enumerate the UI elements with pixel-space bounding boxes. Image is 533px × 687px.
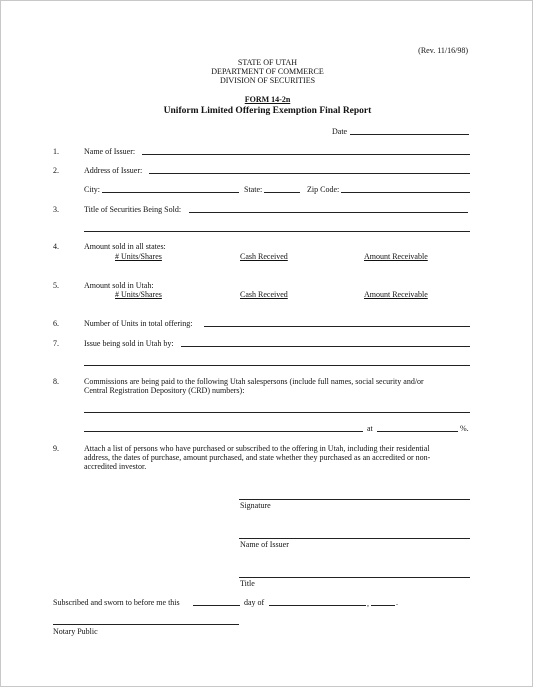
item-number-8: 8.	[53, 377, 59, 386]
percent-label: %.	[460, 424, 469, 433]
date-label: Date	[332, 127, 348, 136]
signature-field[interactable]	[239, 499, 470, 500]
units-shares-header-4: # Units/Shares	[115, 252, 162, 261]
month-field[interactable]	[269, 605, 366, 606]
form-title: Uniform Limited Offering Exemption Final Report	[163, 106, 372, 116]
comma-separator: ,	[367, 599, 369, 608]
amount-receivable-header-5: Amount Receivable	[364, 290, 428, 299]
attach-text-3: accredited investor.	[84, 462, 147, 471]
form-number: FORM 14-2n	[244, 95, 291, 104]
name-of-issuer-field[interactable]	[142, 154, 470, 155]
item-number-4: 4.	[53, 242, 59, 251]
subscribed-sworn-text: Subscribed and sworn to before me this	[53, 598, 180, 607]
signature-label: Signature	[240, 501, 271, 510]
title-label: Title	[240, 579, 255, 588]
commissions-text-2: Central Registration Depository (CRD) numbers):	[84, 386, 245, 395]
name-of-issuer-signature-field[interactable]	[239, 538, 470, 539]
division-heading: DIVISION OF SECURITIES	[219, 76, 316, 85]
commission-percent-field[interactable]	[377, 431, 458, 432]
title-of-securities-label: Title of Securities Being Sold:	[84, 205, 182, 214]
address-of-issuer-label: Address of Issuer:	[84, 166, 143, 175]
issue-sold-by-label: Issue being sold in Utah by:	[84, 339, 174, 348]
state-label: State:	[244, 185, 263, 194]
item-number-1: 1.	[53, 147, 59, 156]
item-number-3: 3.	[53, 205, 59, 214]
address-of-issuer-field[interactable]	[149, 173, 470, 174]
salesperson-name-field[interactable]	[84, 431, 363, 432]
period-mark: .	[396, 598, 398, 607]
attach-text-1: Attach a list of persons who have purchased or subscribed to the offering in Utah, including their residential	[84, 444, 430, 453]
name-of-issuer-sig-label: Name of Issuer	[240, 540, 289, 549]
item-number-9: 9.	[53, 444, 59, 453]
department-heading: DEPARTMENT OF COMMERCE	[211, 67, 324, 76]
title-of-securities-field-2[interactable]	[84, 231, 470, 232]
zip-code-field[interactable]	[341, 192, 470, 193]
year-field[interactable]	[371, 605, 395, 606]
title-field[interactable]	[239, 577, 470, 578]
item-number-7: 7.	[53, 339, 59, 348]
commissions-text-1: Commissions are being paid to the following Utah salespersons (include full names, social security and/or	[84, 377, 424, 386]
cash-received-header-4: Cash Received	[240, 252, 288, 261]
item-number-6: 6.	[53, 319, 59, 328]
state-heading: STATE OF UTAH	[237, 58, 298, 67]
state-field[interactable]	[264, 192, 300, 193]
cash-received-header-5: Cash Received	[240, 290, 288, 299]
notary-public-label: Notary Public	[53, 627, 98, 636]
title-of-securities-field[interactable]	[189, 212, 468, 213]
salespersons-field[interactable]	[84, 412, 470, 413]
issue-sold-by-field-2[interactable]	[84, 365, 470, 366]
amount-receivable-header-4: Amount Receivable	[364, 252, 428, 261]
amount-utah-label: Amount sold in Utah:	[84, 281, 154, 290]
number-units-label: Number of Units in total offering:	[84, 319, 193, 328]
revision-date: (Rev. 11/16/98)	[418, 46, 468, 55]
notary-signature-field[interactable]	[53, 624, 239, 625]
city-field[interactable]	[102, 192, 239, 193]
date-field[interactable]	[350, 134, 469, 135]
day-of-label: day of	[244, 598, 265, 607]
number-units-field[interactable]	[204, 326, 470, 327]
city-label: City:	[84, 185, 101, 194]
attach-text-2: address, the dates of purchase, amount purchased, and state whether they purchased as an accredited or non-	[84, 453, 431, 462]
issue-sold-by-field[interactable]	[181, 346, 470, 347]
units-shares-header-5: # Units/Shares	[115, 290, 162, 299]
amount-all-states-label: Amount sold in all states:	[84, 242, 166, 251]
item-number-5: 5.	[53, 281, 59, 290]
at-label: at	[367, 424, 373, 433]
item-number-2: 2.	[53, 166, 59, 175]
zip-code-label: Zip Code:	[307, 185, 340, 194]
day-field[interactable]	[193, 605, 240, 606]
name-of-issuer-label: Name of Issuer:	[84, 147, 136, 156]
